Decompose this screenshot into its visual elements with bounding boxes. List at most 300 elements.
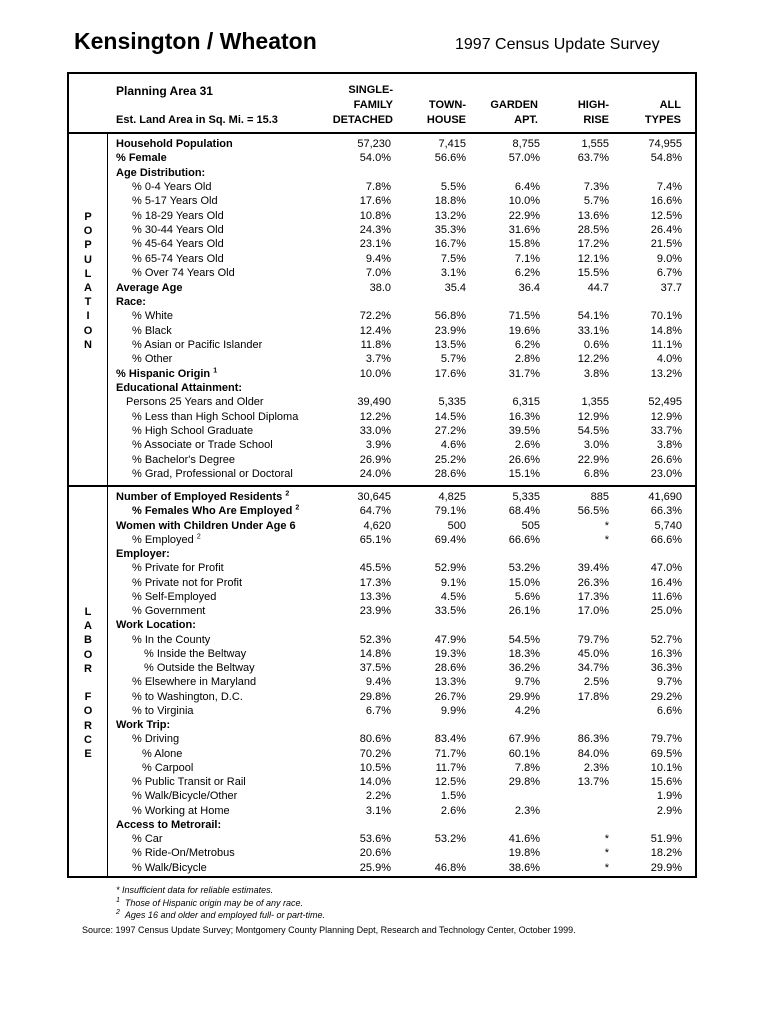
- section-letter: T: [84, 296, 92, 309]
- row-label: [116, 519, 296, 533]
- cell-c3: 31.7%: [508, 367, 540, 380]
- cell-c5: 26.4%: [650, 224, 682, 237]
- cell-c4: 54.5%: [577, 425, 609, 437]
- row-label-text: % Black: [132, 324, 172, 337]
- cell-c3: 2.6%: [514, 439, 540, 452]
- row-label-text: % White: [132, 310, 173, 323]
- table-row: [0, 467, 768, 481]
- row-label-text: % Asian or Pacific Islander: [132, 338, 263, 351]
- row-label-text: % Ride-On/Metrobus: [132, 847, 235, 860]
- row-label-text: % Bachelor's Degree: [132, 453, 235, 466]
- section-letter: N: [84, 338, 92, 351]
- row-label: [144, 647, 246, 661]
- table-row: [0, 604, 768, 618]
- cell-c1: 3.9%: [365, 439, 391, 452]
- cell-c4: 56.5%: [577, 505, 609, 518]
- row-label-text: % Associate or Trade School: [132, 439, 273, 452]
- cell-c5: 29.9%: [650, 861, 682, 874]
- section-letter: P: [84, 211, 92, 223]
- row-label-text: Average Age: [116, 281, 183, 294]
- cell-c3: 71.5%: [508, 310, 540, 323]
- cell-c3: 39.5%: [508, 425, 540, 437]
- row-label-text: % Grad, Professional or Doctoral: [132, 468, 293, 481]
- table-row: [0, 775, 768, 789]
- section-letter: U: [84, 253, 92, 266]
- row-label: [132, 576, 242, 590]
- row-label-text: % 30-44 Years Old: [132, 224, 224, 237]
- footnote-2: [116, 909, 325, 920]
- cell-c3: 22.9%: [508, 209, 540, 222]
- cell-c3: 6.4%: [514, 181, 540, 194]
- cell-c5: 52,495: [648, 396, 682, 409]
- footnote-1-text: Those of Hispanic origin may be of any race.: [124, 898, 304, 908]
- table-row: [0, 561, 768, 575]
- row-label-text: Educational Attainment:: [116, 381, 243, 394]
- table-row: [0, 424, 768, 438]
- cell-c1: 70.2%: [359, 747, 391, 760]
- row-label: [132, 775, 246, 789]
- row-label-text: % Car: [132, 833, 163, 845]
- cell-c5: 23.0%: [650, 468, 682, 481]
- cell-c3: 68.4%: [508, 505, 540, 518]
- cell-c5: 2.9%: [656, 804, 682, 817]
- table-row: [0, 367, 768, 381]
- cell-c3: 57.0%: [508, 152, 540, 165]
- cell-c5: 12.5%: [650, 209, 682, 222]
- cell-c1: 37.5%: [359, 662, 391, 674]
- cell-c1: 24.0%: [359, 468, 391, 481]
- table-row: [0, 324, 768, 338]
- page-title: Kensington / Wheaton: [74, 28, 317, 54]
- page-subtitle: 1997 Census Update Survey: [455, 36, 660, 53]
- table-row: [0, 438, 768, 452]
- row-label: [132, 846, 235, 860]
- cell-c5: 12.9%: [650, 410, 682, 423]
- row-label-text: % to Washington, D.C.: [132, 690, 243, 703]
- table-row: [0, 633, 768, 647]
- source-note: Source: 1997 Census Update Survey; Montgomery County Planning Dept, Research and Technology Center, October 1999.: [82, 925, 576, 935]
- table-row: [0, 490, 768, 504]
- cell-c1: 9.4%: [365, 676, 391, 689]
- cell-c3: 7.1%: [514, 252, 540, 265]
- row-label-text: % to Virginia: [132, 704, 194, 717]
- cell-c4: *: [604, 533, 609, 546]
- row-label-text: Age Distribution:: [116, 166, 206, 179]
- cell-c5: 36.3%: [650, 662, 682, 674]
- cell-c4: 26.3%: [577, 576, 609, 589]
- cell-c2: 5,335: [438, 396, 466, 409]
- cell-c1: 3.7%: [365, 353, 391, 366]
- cell-c1: 72.2%: [359, 310, 391, 323]
- row-label-text: % 45-64 Years Old: [132, 238, 224, 251]
- cell-c2: 18.8%: [434, 195, 466, 208]
- row-label: [132, 453, 235, 467]
- table-row: [0, 252, 768, 266]
- cell-c2: 5.7%: [440, 353, 466, 366]
- row-label: [116, 137, 233, 151]
- cell-c2: 2.6%: [440, 804, 466, 817]
- cell-c1: 10.8%: [359, 209, 391, 222]
- table-row: [0, 576, 768, 590]
- row-label: [116, 818, 221, 832]
- cell-c3: 31.6%: [508, 224, 540, 237]
- row-label-text: % 0-4 Years Old: [132, 181, 212, 194]
- cell-c4: 34.7%: [577, 662, 609, 674]
- row-label: [132, 223, 224, 237]
- cell-c2: 25.2%: [434, 453, 466, 466]
- cell-c1: 23.9%: [359, 605, 391, 617]
- row-label: [116, 166, 205, 180]
- row-label: [132, 704, 194, 718]
- cell-c2: 13.2%: [434, 209, 466, 222]
- cell-c1: 24.3%: [359, 224, 391, 237]
- row-label-text: % Driving: [132, 733, 180, 746]
- cell-c4: 12.9%: [577, 410, 609, 423]
- cell-c4: 12.2%: [577, 353, 609, 366]
- cell-c3: 9.7%: [514, 676, 540, 689]
- cell-c1: 7.8%: [365, 181, 391, 194]
- cell-c4: 28.5%: [577, 224, 609, 237]
- row-label-text: % Working at Home: [132, 804, 230, 817]
- cell-c3: 29.8%: [508, 776, 540, 788]
- cell-c4: *: [604, 519, 609, 532]
- table-row: [0, 690, 768, 704]
- section-letter: B: [84, 634, 92, 647]
- cell-c2: 14.5%: [434, 410, 466, 423]
- cell-c1: 13.3%: [359, 590, 391, 603]
- table-row: [0, 180, 768, 194]
- cell-c5: 74,955: [648, 138, 682, 150]
- cell-c3: 19.6%: [508, 324, 540, 337]
- section-divider: [67, 485, 697, 487]
- row-label: [132, 504, 299, 518]
- column-header-c4: RISE: [583, 114, 609, 126]
- row-label: [144, 661, 255, 675]
- table-row: [0, 647, 768, 661]
- section-letter: C: [84, 733, 92, 746]
- cell-c2: 47.9%: [434, 633, 466, 646]
- row-label-text: % Other: [132, 353, 173, 366]
- cell-c1: 25.9%: [359, 861, 391, 874]
- column-header-c3: GARDEN: [490, 99, 538, 111]
- cell-c4: *: [604, 861, 609, 874]
- cell-c3: 36.2%: [508, 662, 540, 674]
- row-label: [132, 424, 253, 438]
- cell-c5: 16.4%: [650, 576, 682, 589]
- footnote-1: [116, 897, 303, 908]
- footnote-2-text: Ages 16 and older and employed full- or part-time.: [124, 910, 326, 920]
- cell-c4: 885: [590, 491, 609, 503]
- row-label-text: % Public Transit or Rail: [132, 776, 246, 788]
- row-label-text: % High School Graduate: [132, 425, 254, 437]
- cell-c5: 1.9%: [656, 790, 682, 803]
- land-area-label: Est. Land Area in Sq. Mi. = 15.3: [116, 114, 278, 126]
- cell-c2: 56.8%: [434, 310, 466, 323]
- cell-c3: 66.6%: [508, 533, 540, 546]
- table-row: [0, 675, 768, 689]
- cell-c2: 12.5%: [434, 776, 466, 788]
- row-label-text: % Outside the Beltway: [144, 662, 255, 674]
- cell-c4: 39.4%: [577, 562, 609, 575]
- cell-c4: 13.7%: [577, 776, 609, 788]
- cell-c5: 66.6%: [650, 533, 682, 546]
- cell-c5: 66.3%: [650, 505, 682, 518]
- row-label-text: % Walk/Bicycle/Other: [132, 790, 238, 803]
- row-label: [116, 151, 167, 165]
- cell-c4: 17.2%: [577, 238, 609, 251]
- cell-c3: 15.8%: [508, 238, 540, 251]
- table-row: [0, 410, 768, 424]
- cell-c3: 18.3%: [508, 647, 540, 660]
- cell-c5: 6.6%: [656, 704, 682, 717]
- cell-c3: 54.5%: [508, 633, 540, 646]
- cell-c5: 9.7%: [656, 676, 682, 689]
- cell-c5: 26.6%: [650, 453, 682, 466]
- row-label: [132, 832, 163, 846]
- table-row: [0, 832, 768, 846]
- row-label: [132, 252, 224, 266]
- cell-c4: 17.8%: [577, 690, 609, 703]
- cell-c4: 3.0%: [583, 439, 609, 452]
- cell-c5: 21.5%: [650, 238, 682, 251]
- cell-c2: 17.6%: [434, 367, 466, 380]
- cell-c2: 1.5%: [440, 790, 466, 803]
- cell-c1: 12.4%: [359, 324, 391, 337]
- table-row: [0, 194, 768, 208]
- row-label-text: % Alone: [142, 747, 183, 760]
- table-row: [0, 395, 768, 409]
- row-label-text: % 65-74 Years Old: [132, 252, 224, 265]
- row-label: [132, 266, 235, 280]
- cell-c3: 36.4: [518, 281, 540, 294]
- cell-c2: 46.8%: [434, 861, 466, 874]
- cell-c2: 11.7%: [435, 761, 466, 774]
- footnote-marker: 2: [285, 490, 290, 498]
- table-row: [0, 861, 768, 875]
- table-row: [0, 747, 768, 761]
- section-letter: O: [83, 324, 93, 337]
- row-label-text: Persons 25 Years and Older: [126, 396, 264, 409]
- cell-c4: 3.8%: [583, 367, 609, 380]
- row-label: [142, 747, 182, 761]
- table-row: [0, 761, 768, 775]
- row-label: [132, 410, 298, 424]
- cell-c3: 505: [521, 519, 540, 532]
- section-letter: I: [86, 310, 90, 323]
- cell-c2: 13.3%: [434, 676, 466, 689]
- cell-c4: 44.7: [587, 281, 609, 294]
- row-label: [132, 789, 237, 803]
- cell-c4: *: [604, 847, 609, 860]
- section-letter: L: [84, 606, 92, 618]
- cell-c1: 14.8%: [359, 647, 391, 660]
- cell-c4: 54.1%: [577, 310, 609, 323]
- row-label: [116, 281, 182, 295]
- cell-c1: 54.0%: [359, 152, 391, 165]
- row-label: [132, 690, 243, 704]
- row-label: [132, 633, 210, 647]
- row-label-text: % Walk/Bicycle: [132, 861, 207, 874]
- cell-c1: 6.7%: [365, 704, 391, 717]
- row-label-text: Access to Metrorail:: [116, 818, 222, 831]
- row-label: [132, 180, 212, 194]
- cell-c4: 2.3%: [583, 761, 609, 774]
- cell-c2: 28.6%: [434, 468, 466, 481]
- table-row: [0, 704, 768, 718]
- row-label-text: % Less than High School Diploma: [132, 410, 299, 423]
- cell-c4: 17.3%: [577, 590, 609, 603]
- cell-c3: 6.2%: [514, 338, 540, 351]
- cell-c1: 53.6%: [359, 833, 391, 845]
- cell-c5: 7.4%: [656, 181, 682, 194]
- table-row: [0, 137, 768, 151]
- cell-c1: 26.9%: [359, 453, 391, 466]
- table-row: [0, 223, 768, 237]
- section-letter: P: [84, 239, 92, 252]
- cell-c3: 38.6%: [508, 861, 540, 874]
- cell-c2: 500: [447, 519, 466, 532]
- cell-c5: 3.8%: [656, 439, 682, 452]
- cell-c1: 64.7%: [359, 505, 391, 518]
- table-row: [0, 166, 768, 180]
- cell-c3: 26.1%: [508, 605, 540, 617]
- cell-c4: 13.6%: [577, 209, 609, 222]
- row-label-text: % 5-17 Years Old: [132, 195, 218, 208]
- cell-c2: 35.4: [444, 281, 466, 294]
- cell-c2: 35.3%: [434, 224, 466, 237]
- cell-c1: 7.0%: [365, 267, 391, 280]
- cell-c4: 84.0%: [577, 747, 609, 760]
- cell-c1: 11.8%: [360, 338, 391, 351]
- row-label-text: % Private for Profit: [132, 562, 224, 575]
- cell-c5: 33.7%: [650, 425, 682, 437]
- cell-c2: 79.1%: [434, 505, 466, 518]
- cell-c4: 15.5%: [577, 267, 609, 280]
- cell-c2: 26.7%: [434, 690, 466, 703]
- row-label: [132, 732, 179, 746]
- table-row: [0, 732, 768, 746]
- cell-c4: *: [604, 833, 609, 845]
- row-label: [126, 395, 264, 409]
- footnote-1-mark: 1: [116, 897, 120, 904]
- cell-c5: 47.0%: [650, 562, 682, 575]
- row-label-text: % 18-29 Years Old: [132, 209, 224, 222]
- table-row: [0, 453, 768, 467]
- cell-c4: 17.0%: [577, 605, 609, 617]
- cell-c2: 9.9%: [440, 704, 466, 717]
- row-label-text: % In the County: [132, 633, 211, 646]
- cell-c1: 38.0: [369, 281, 391, 294]
- row-label: [132, 209, 224, 223]
- cell-c4: 45.0%: [577, 647, 609, 660]
- cell-c4: 2.5%: [583, 676, 609, 689]
- table-row: [0, 846, 768, 860]
- table-row: [0, 804, 768, 818]
- cell-c3: 29.9%: [508, 690, 540, 703]
- section-letter: R: [84, 662, 92, 675]
- row-label: [116, 547, 170, 561]
- cell-c4: 33.1%: [577, 324, 609, 337]
- cell-c3: 5.6%: [514, 590, 540, 603]
- row-label: [132, 861, 207, 875]
- cell-c1: 39,490: [357, 396, 391, 409]
- cell-c4: 1,555: [581, 138, 609, 150]
- cell-c3: 16.3%: [508, 410, 540, 423]
- table-row: [0, 266, 768, 280]
- cell-c5: 37.7: [660, 281, 682, 294]
- cell-c1: 10.5%: [359, 761, 391, 774]
- section-letter: R: [84, 719, 92, 732]
- cell-c2: 83.4%: [434, 733, 466, 746]
- column-header-c4: HIGH-: [577, 99, 609, 111]
- table-row: [0, 590, 768, 604]
- cell-c1: 4,620: [363, 519, 391, 532]
- row-label: [132, 237, 224, 251]
- cell-c1: 33.0%: [359, 425, 391, 437]
- column-header-c1: FAMILY: [353, 99, 393, 111]
- cell-c2: 16.7%: [434, 238, 466, 251]
- table-row: [0, 237, 768, 251]
- section-letter: O: [83, 648, 93, 661]
- column-header-c3: APT.: [514, 114, 538, 126]
- cell-c5: 25.0%: [650, 605, 682, 617]
- cell-c3: 10.0%: [508, 195, 540, 208]
- cell-c5: 11.6%: [651, 590, 682, 603]
- table-row: [0, 352, 768, 366]
- cell-c2: 33.5%: [434, 605, 466, 617]
- footnote-2-mark: 2: [116, 909, 120, 916]
- cell-c1: 45.5%: [359, 562, 391, 575]
- cell-c5: 79.7%: [650, 733, 682, 746]
- table-row: [0, 547, 768, 561]
- table-row: [0, 209, 768, 223]
- cell-c3: 67.9%: [508, 733, 540, 746]
- cell-c3: 5,335: [512, 491, 540, 503]
- cell-c4: 63.7%: [577, 152, 609, 165]
- row-label-text: Race:: [116, 295, 146, 308]
- table-row: [0, 151, 768, 165]
- cell-c2: 9.1%: [440, 576, 466, 589]
- table-row: [0, 818, 768, 832]
- row-label: [116, 295, 146, 309]
- row-label-text: % Employed: [132, 533, 194, 546]
- cell-c2: 7.5%: [440, 252, 466, 265]
- cell-c2: 69.4%: [434, 533, 466, 546]
- footnote-marker: 1: [213, 366, 218, 374]
- row-label-text: Household Population: [116, 138, 233, 150]
- section-letter: F: [84, 691, 92, 704]
- row-label: [132, 194, 218, 208]
- row-label-text: % Inside the Beltway: [144, 647, 247, 660]
- cell-c1: 3.1%: [365, 804, 391, 817]
- cell-c3: 41.6%: [508, 833, 540, 845]
- cell-c2: 71.7%: [434, 747, 466, 760]
- row-label-text: Women with Children Under Age 6: [116, 519, 296, 532]
- header-divider: [67, 132, 697, 134]
- planning-area-label: Planning Area 31: [116, 84, 213, 98]
- cell-c1: 14.0%: [359, 776, 391, 788]
- cell-c5: 11.1%: [651, 338, 682, 351]
- row-label: [132, 338, 262, 352]
- cell-c3: 8,755: [512, 138, 540, 150]
- cell-c5: 16.3%: [650, 647, 682, 660]
- footnote-marker: 2: [196, 533, 201, 541]
- row-label: [132, 804, 230, 818]
- cell-c1: 52.3%: [359, 633, 391, 646]
- cell-c5: 52.7%: [650, 633, 682, 646]
- cell-c4: 7.3%: [583, 181, 609, 194]
- cell-c2: 27.2%: [434, 425, 466, 437]
